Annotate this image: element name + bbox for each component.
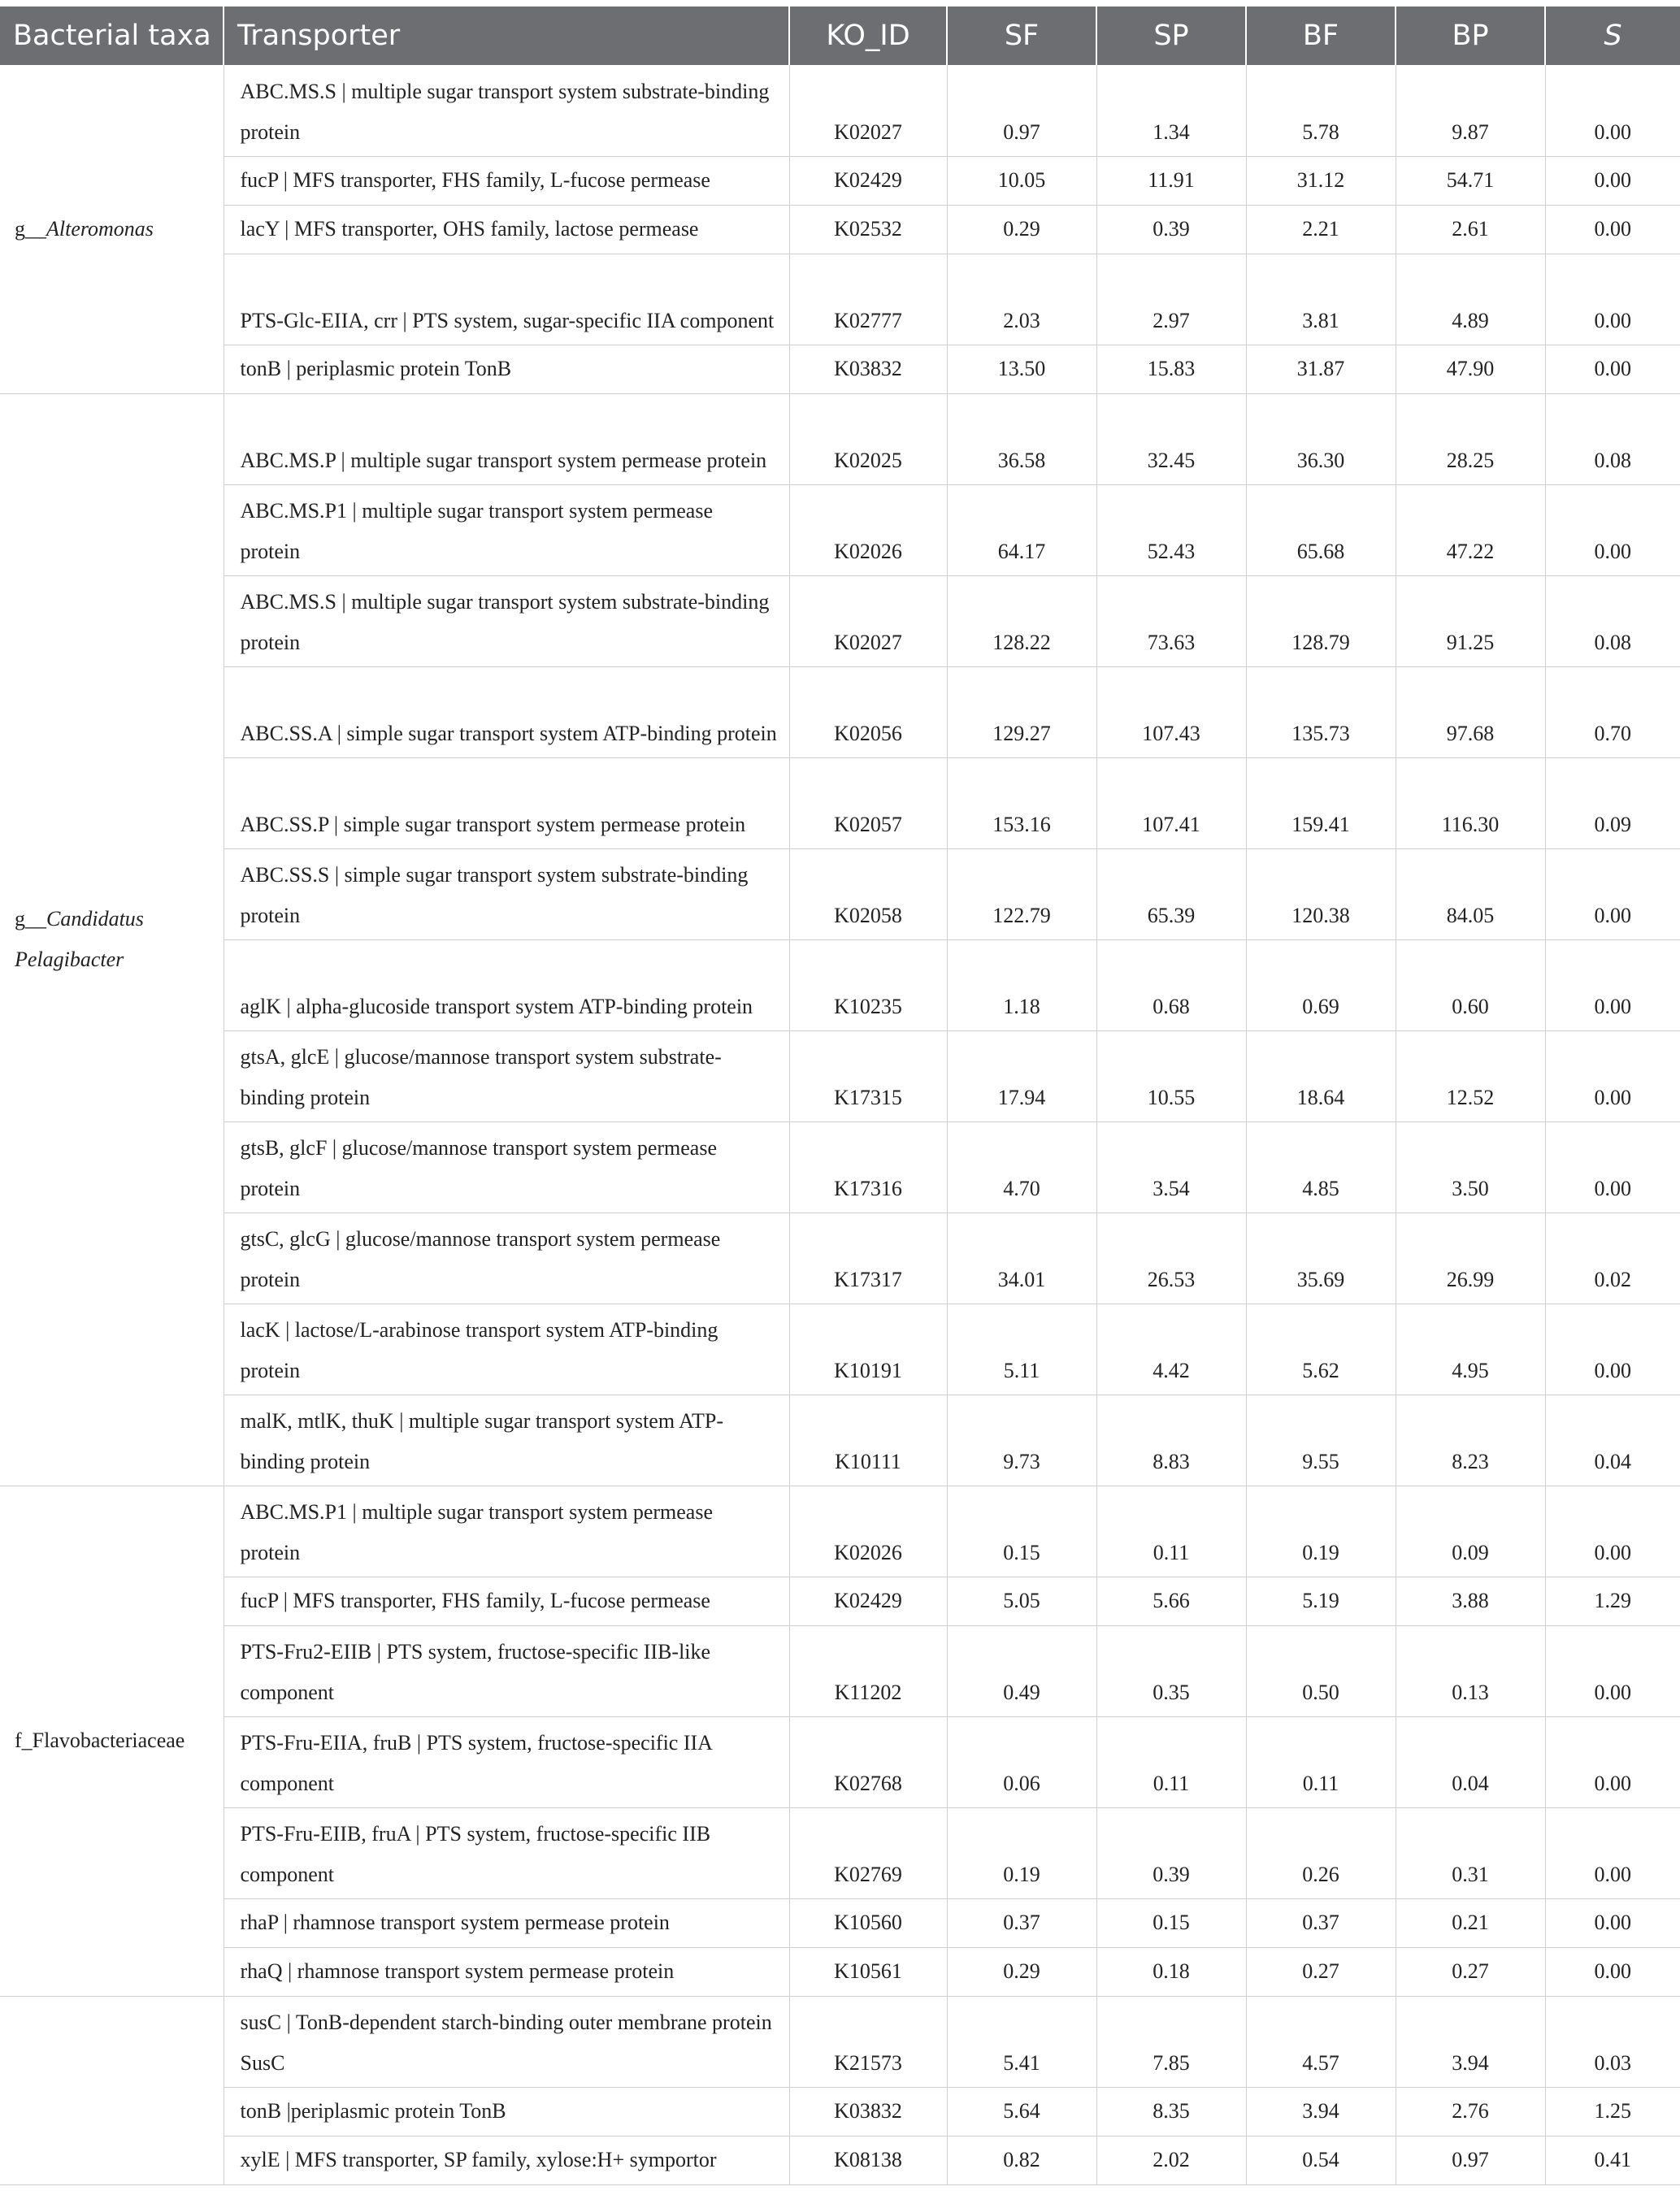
sp-value-cell: 0.39 (1096, 1807, 1246, 1898)
ko-id-cell: K02027 (789, 65, 947, 156)
sf-value-cell: 10.05 (947, 156, 1096, 205)
bacterial-taxa-cell (0, 1996, 224, 2184)
bp-value-cell: 28.25 (1396, 393, 1545, 484)
ko-id-cell: K02768 (789, 1716, 947, 1807)
s-value-cell: 0.00 (1545, 1898, 1680, 1947)
taxa-prefix: g__ (15, 216, 46, 241)
table-row (0, 1486, 1680, 1577)
sp-value-cell: 0.11 (1096, 1486, 1246, 1577)
ko-id-cell: K03832 (789, 345, 947, 393)
bf-value-cell: 135.73 (1246, 666, 1396, 757)
bf-value-cell: 159.41 (1246, 757, 1396, 848)
bf-value-cell: 0.27 (1246, 1947, 1396, 1996)
bf-value-cell: 0.69 (1246, 939, 1396, 1030)
bf-value-cell: 0.26 (1246, 1807, 1396, 1898)
bp-value-cell: 0.60 (1396, 939, 1545, 1030)
s-value-cell: 0.03 (1545, 1996, 1680, 2087)
transporter-cell: PTS-Glc-EIIA, crr | PTS system, sugar-specific IIA component (224, 254, 789, 345)
table-row (0, 1996, 1680, 2087)
sp-value-cell: 0.11 (1096, 1716, 1246, 1807)
sp-value-cell: 32.45 (1096, 393, 1246, 484)
transporter-cell: xylE | MFS transporter, SP family, xylose:H+ symportor (224, 2136, 789, 2184)
s-value-cell: 0.00 (1545, 1030, 1680, 1121)
bp-value-cell: 97.68 (1396, 666, 1545, 757)
ko-id-cell: K17315 (789, 1030, 947, 1121)
bf-value-cell: 4.57 (1246, 1996, 1396, 2087)
sp-value-cell: 5.66 (1096, 1577, 1246, 1625)
sf-value-cell: 129.27 (947, 666, 1096, 757)
taxa-prefix: g__ (15, 907, 46, 930)
bf-value-cell: 0.11 (1246, 1716, 1396, 1807)
bf-value-cell: 0.54 (1246, 2136, 1396, 2184)
transporter-cell: ABC.SS.S | simple sugar transport system substrate-binding protein (224, 848, 789, 939)
table-row (0, 1121, 1680, 1212)
s-value-cell: 0.04 (1545, 1395, 1680, 1486)
s-value-cell: 0.00 (1545, 848, 1680, 939)
table-row (0, 1625, 1680, 1716)
table-row (0, 1716, 1680, 1807)
bp-value-cell: 0.13 (1396, 1625, 1545, 1716)
sf-value-cell: 34.01 (947, 1212, 1096, 1304)
sf-value-cell: 9.73 (947, 1395, 1096, 1486)
s-value-cell: 0.00 (1545, 1486, 1680, 1577)
bf-value-cell: 3.94 (1246, 2087, 1396, 2136)
bf-value-cell: 120.38 (1246, 848, 1396, 939)
transporter-cell: susC | TonB-dependent starch-binding outer membrane protein SusC (224, 1996, 789, 2087)
sp-value-cell: 52.43 (1096, 484, 1246, 575)
header-bf: BF (1246, 7, 1396, 65)
transporter-cell: fucP | MFS transporter, FHS family, L-fucose permease (224, 1577, 789, 1625)
sf-value-cell: 2.03 (947, 254, 1096, 345)
transporter-cell: ABC.SS.P | simple sugar transport system permease protein (224, 757, 789, 848)
ko-id-cell: K02026 (789, 1486, 947, 1577)
transporter-cell: malK, mtlK, thuK | multiple sugar transport system ATP-binding protein (224, 1395, 789, 1486)
table-row (0, 1807, 1680, 1898)
sp-value-cell: 0.39 (1096, 205, 1246, 254)
bf-value-cell: 0.50 (1246, 1625, 1396, 1716)
transporter-cell: gtsB, glcF | glucose/mannose transport system permease protein (224, 1121, 789, 1212)
bf-value-cell: 128.79 (1246, 575, 1396, 666)
sp-value-cell: 3.54 (1096, 1121, 1246, 1212)
s-value-cell: 0.00 (1545, 205, 1680, 254)
table-row (0, 393, 1680, 484)
sp-value-cell: 10.55 (1096, 1030, 1246, 1121)
table-row (0, 1212, 1680, 1304)
transporter-cell: ABC.SS.A | simple sugar transport system ATP-binding protein (224, 666, 789, 757)
taxa-name: Candidatus (46, 907, 144, 930)
bf-value-cell: 65.68 (1246, 484, 1396, 575)
bf-value-cell: 0.19 (1246, 1486, 1396, 1577)
sp-value-cell: 65.39 (1096, 848, 1246, 939)
sp-value-cell: 107.41 (1096, 757, 1246, 848)
bp-value-cell: 4.95 (1396, 1304, 1545, 1395)
bf-value-cell: 36.30 (1246, 393, 1396, 484)
bf-value-cell: 5.19 (1246, 1577, 1396, 1625)
table-row (0, 757, 1680, 848)
header-bp: BP (1396, 7, 1545, 65)
ko-id-cell: K08138 (789, 2136, 947, 2184)
transporter-cell: PTS-Fru-EIIB, fruA | PTS system, fructose-specific IIB component (224, 1807, 789, 1898)
bf-value-cell: 31.12 (1246, 156, 1396, 205)
s-value-cell: 0.70 (1545, 666, 1680, 757)
sf-value-cell: 36.58 (947, 393, 1096, 484)
ko-id-cell: K02025 (789, 393, 947, 484)
table-row (0, 484, 1680, 575)
bp-value-cell: 3.50 (1396, 1121, 1545, 1212)
sp-value-cell: 0.68 (1096, 939, 1246, 1030)
transporter-cell: tonB |periplasmic protein TonB (224, 2087, 789, 2136)
table-header (0, 7, 1680, 65)
sf-value-cell: 64.17 (947, 484, 1096, 575)
s-value-cell: 1.29 (1545, 1577, 1680, 1625)
table-row (0, 65, 1680, 156)
table-row (0, 156, 1680, 205)
transporter-cell: lacK | lactose/L-arabinose transport system ATP-binding protein (224, 1304, 789, 1395)
sf-value-cell: 153.16 (947, 757, 1096, 848)
bp-value-cell: 4.89 (1396, 254, 1545, 345)
ko-id-cell: K10235 (789, 939, 947, 1030)
table-row (0, 848, 1680, 939)
header-bacterial-taxa: Bacterial taxa (0, 7, 224, 65)
table-row (0, 2087, 1680, 2136)
sp-value-cell: 7.85 (1096, 1996, 1246, 2087)
bp-value-cell: 0.31 (1396, 1807, 1545, 1898)
sp-value-cell: 8.83 (1096, 1395, 1246, 1486)
sf-value-cell: 5.05 (947, 1577, 1096, 1625)
sf-value-cell: 13.50 (947, 345, 1096, 393)
bp-value-cell: 2.61 (1396, 205, 1545, 254)
header-sf: SF (947, 7, 1096, 65)
transporter-cell: ABC.MS.S | multiple sugar transport system substrate-binding protein (224, 575, 789, 666)
ko-id-cell: K10560 (789, 1898, 947, 1947)
bp-value-cell: 26.99 (1396, 1212, 1545, 1304)
s-value-cell: 0.08 (1545, 393, 1680, 484)
ko-id-cell: K10111 (789, 1395, 947, 1486)
sp-value-cell: 1.34 (1096, 65, 1246, 156)
s-value-cell: 0.00 (1545, 156, 1680, 205)
table-row (0, 345, 1680, 393)
s-value-cell: 0.00 (1545, 1716, 1680, 1807)
ko-id-cell: K02769 (789, 1807, 947, 1898)
s-value-cell: 0.08 (1545, 575, 1680, 666)
sf-value-cell: 17.94 (947, 1030, 1096, 1121)
ko-id-cell: K17317 (789, 1212, 947, 1304)
table-row (0, 2136, 1680, 2184)
sp-value-cell: 8.35 (1096, 2087, 1246, 2136)
bp-value-cell: 47.90 (1396, 345, 1545, 393)
bp-value-cell: 54.71 (1396, 156, 1545, 205)
bf-value-cell: 4.85 (1246, 1121, 1396, 1212)
header-row (0, 7, 1680, 65)
transporter-cell: gtsC, glcG | glucose/mannose transport system permease protein (224, 1212, 789, 1304)
ko-id-cell: K10191 (789, 1304, 947, 1395)
bf-value-cell: 9.55 (1246, 1395, 1396, 1486)
bf-value-cell: 5.78 (1246, 65, 1396, 156)
bp-value-cell: 0.27 (1396, 1947, 1545, 1996)
sp-value-cell: 2.97 (1096, 254, 1246, 345)
sf-value-cell: 0.49 (947, 1625, 1096, 1716)
bf-value-cell: 18.64 (1246, 1030, 1396, 1121)
s-value-cell: 0.00 (1545, 1304, 1680, 1395)
s-value-cell: 0.00 (1545, 1807, 1680, 1898)
header-ko-id: KO_ID (789, 7, 947, 65)
sf-value-cell: 5.64 (947, 2087, 1096, 2136)
sf-value-cell: 0.06 (947, 1716, 1096, 1807)
transporter-cell: PTS-Fru-EIIA, fruB | PTS system, fructose-specific IIA component (224, 1716, 789, 1807)
s-value-cell: 0.09 (1545, 757, 1680, 848)
bp-value-cell: 84.05 (1396, 848, 1545, 939)
s-value-cell: 0.00 (1545, 254, 1680, 345)
sf-value-cell: 0.82 (947, 2136, 1096, 2184)
s-value-cell: 0.00 (1545, 939, 1680, 1030)
bf-value-cell: 31.87 (1246, 345, 1396, 393)
table-row (0, 205, 1680, 254)
sf-value-cell: 0.29 (947, 1947, 1096, 1996)
ko-id-cell: K02058 (789, 848, 947, 939)
sp-value-cell: 0.15 (1096, 1898, 1246, 1947)
bacterial-taxa-cell (0, 1486, 224, 1996)
sf-value-cell: 0.29 (947, 205, 1096, 254)
sp-value-cell: 2.02 (1096, 2136, 1246, 2184)
s-value-cell: 0.00 (1545, 1947, 1680, 1996)
s-value-cell: 0.41 (1545, 2136, 1680, 2184)
ko-id-cell: K02026 (789, 484, 947, 575)
ko-id-cell: K11202 (789, 1625, 947, 1716)
bp-value-cell: 0.97 (1396, 2136, 1545, 2184)
transporter-cell: ABC.MS.P | multiple sugar transport system permease protein (224, 393, 789, 484)
taxa-prefix: f_Flavobacteriaceae (15, 1729, 185, 1752)
ko-id-cell: K02057 (789, 757, 947, 848)
sp-value-cell: 15.83 (1096, 345, 1246, 393)
ko-id-cell: K10561 (789, 1947, 947, 1996)
transporter-cell: gtsA, glcE | glucose/mannose transport system substrate-binding protein (224, 1030, 789, 1121)
table-row (0, 939, 1680, 1030)
table-row (0, 575, 1680, 666)
bp-value-cell: 47.22 (1396, 484, 1545, 575)
sf-value-cell: 0.37 (947, 1898, 1096, 1947)
sp-value-cell: 26.53 (1096, 1212, 1246, 1304)
header-s: S (1545, 7, 1680, 65)
s-value-cell: 0.00 (1545, 1625, 1680, 1716)
table-body (0, 65, 1680, 2184)
header-transporter: Transporter (224, 7, 789, 65)
ko-id-cell: K02027 (789, 575, 947, 666)
sf-value-cell: 1.18 (947, 939, 1096, 1030)
sf-value-cell: 128.22 (947, 575, 1096, 666)
sf-value-cell: 5.41 (947, 1996, 1096, 2087)
sf-value-cell: 0.15 (947, 1486, 1096, 1577)
ko-id-cell: K02429 (789, 156, 947, 205)
table-row (0, 1030, 1680, 1121)
ko-id-cell: K17316 (789, 1121, 947, 1212)
bf-value-cell: 0.37 (1246, 1898, 1396, 1947)
ko-id-cell: K02429 (789, 1577, 947, 1625)
sp-value-cell: 73.63 (1096, 575, 1246, 666)
table-row (0, 254, 1680, 345)
ko-id-cell: K03832 (789, 2087, 947, 2136)
bp-value-cell: 116.30 (1396, 757, 1545, 848)
s-value-cell: 0.00 (1545, 345, 1680, 393)
transporter-cell: ABC.MS.S | multiple sugar transport system substrate-binding protein (224, 65, 789, 156)
ko-id-cell: K02777 (789, 254, 947, 345)
sf-value-cell: 5.11 (947, 1304, 1096, 1395)
sf-value-cell: 122.79 (947, 848, 1096, 939)
table-row (0, 1947, 1680, 1996)
bp-value-cell: 3.94 (1396, 1996, 1545, 2087)
ko-id-cell: K02532 (789, 205, 947, 254)
bp-value-cell: 2.76 (1396, 2087, 1545, 2136)
bf-value-cell: 35.69 (1246, 1212, 1396, 1304)
table-row (0, 1898, 1680, 1947)
sp-value-cell: 11.91 (1096, 156, 1246, 205)
sf-value-cell: 0.19 (947, 1807, 1096, 1898)
transporter-cell: ABC.MS.P1 | multiple sugar transport system permease protein (224, 1486, 789, 1577)
transporter-cell: rhaQ | rhamnose transport system permease protein (224, 1947, 789, 1996)
bacterial-taxa-cell (0, 65, 224, 393)
bf-value-cell: 5.62 (1246, 1304, 1396, 1395)
bp-value-cell: 8.23 (1396, 1395, 1545, 1486)
bp-value-cell: 0.21 (1396, 1898, 1545, 1947)
transporter-cell: ABC.MS.P1 | multiple sugar transport system permease protein (224, 484, 789, 575)
transporter-cell: aglK | alpha-glucoside transport system ATP-binding protein (224, 939, 789, 1030)
sp-value-cell: 4.42 (1096, 1304, 1246, 1395)
bp-value-cell: 3.88 (1396, 1577, 1545, 1625)
taxa-name: Alteromonas (46, 216, 154, 241)
sp-value-cell: 0.18 (1096, 1947, 1246, 1996)
transporter-cell: lacY | MFS transporter, OHS family, lactose permease (224, 205, 789, 254)
s-value-cell: 0.00 (1545, 65, 1680, 156)
ko-id-cell: K02056 (789, 666, 947, 757)
bp-value-cell: 0.09 (1396, 1486, 1545, 1577)
table-row (0, 1395, 1680, 1486)
header-sp: SP (1096, 7, 1246, 65)
bp-value-cell: 12.52 (1396, 1030, 1545, 1121)
table-row (0, 1304, 1680, 1395)
s-value-cell: 0.00 (1545, 484, 1680, 575)
table-row (0, 1577, 1680, 1625)
bacterial-taxa-cell (0, 393, 224, 1486)
transporter-cell: rhaP | rhamnose transport system permease protein (224, 1898, 789, 1947)
sp-value-cell: 107.43 (1096, 666, 1246, 757)
bp-value-cell: 9.87 (1396, 65, 1545, 156)
s-value-cell: 1.25 (1545, 2087, 1680, 2136)
bf-value-cell: 3.81 (1246, 254, 1396, 345)
taxa-name-line2: Pelagibacter (15, 948, 124, 971)
transporter-cell: PTS-Fru2-EIIB | PTS system, fructose-specific IIB-like component (224, 1625, 789, 1716)
sp-value-cell: 0.35 (1096, 1625, 1246, 1716)
bp-value-cell: 0.04 (1396, 1716, 1545, 1807)
transporter-table (0, 7, 1680, 2185)
s-value-cell: 0.02 (1545, 1212, 1680, 1304)
transporter-cell: tonB | periplasmic protein TonB (224, 345, 789, 393)
transporter-cell: fucP | MFS transporter, FHS family, L-fucose permease (224, 156, 789, 205)
sf-value-cell: 4.70 (947, 1121, 1096, 1212)
table-row (0, 666, 1680, 757)
sf-value-cell: 0.97 (947, 65, 1096, 156)
bf-value-cell: 2.21 (1246, 205, 1396, 254)
s-value-cell: 0.00 (1545, 1121, 1680, 1212)
ko-id-cell: K21573 (789, 1996, 947, 2087)
bp-value-cell: 91.25 (1396, 575, 1545, 666)
